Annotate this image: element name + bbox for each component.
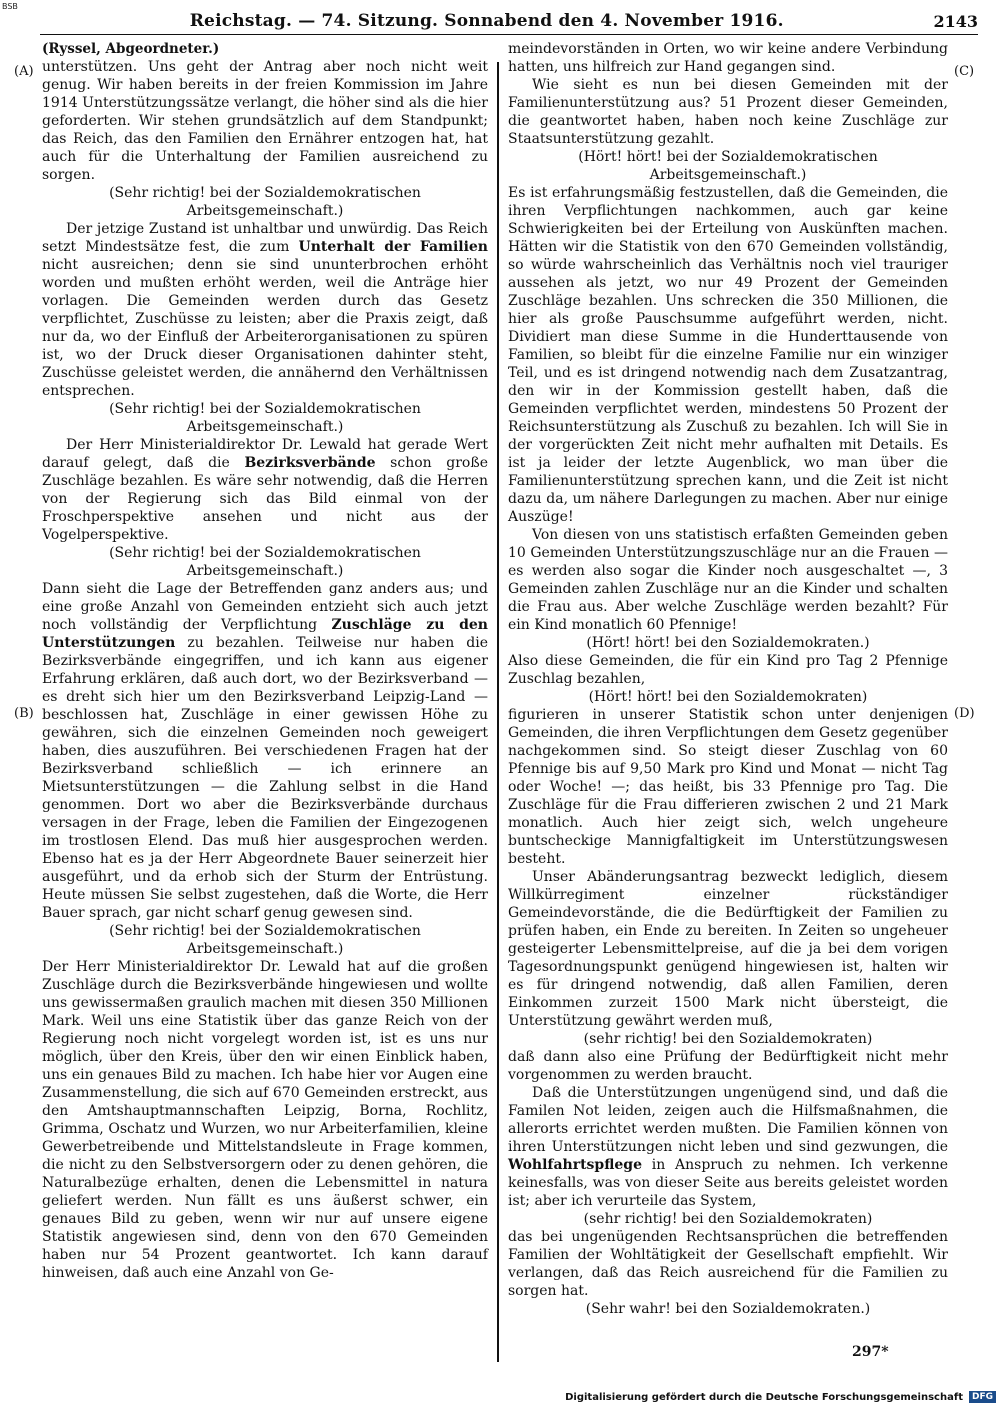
paragraph: daß dann also eine Prüfung der Bedürftigkeit nicht mehr vorgenommen zu werden braucht. [508, 1049, 948, 1083]
emphasis: Bezirksverbände [244, 455, 376, 471]
footer [565, 1391, 996, 1403]
paragraph: das bei ungenügenden Rechtsansprüchen die betreffenden Familien der Wohltätigkeit der Gesellschaft empfiehlt. Wir verlangen, daß das Reich ausreichend für die Familien zu sorgen hat. [508, 1229, 948, 1299]
page-number: 2143 [933, 11, 978, 31]
margin-mark-b: (B) [14, 706, 34, 721]
funding-note: Digitalisierung gefördert durch die Deutsche Forschungsgemeinschaft [565, 1391, 963, 1403]
right-column [508, 40, 948, 1318]
interjection: (Sehr richtig! bei der Sozialdemokratischen Arbeitsgemeinschaft.) [109, 545, 421, 579]
interjection: (Hört! hört! bei den Sozialdemokraten) [588, 689, 868, 705]
paragraph: Unser Abänderungsantrag bezweckt lediglich, diesem Willkürregiment einzelner rückständiger Gemeindevorstände, die die Bedürftigkeit der Familien zu prüfen haben, ein Ende zu bereiten. In Zeiten so ungeheuer gesteigerter Lebensmittelpreise, auf die ja bei dem vorigen Tagesordnungspunkt genügend hingewiesen ist, halten wir es für dringend notwendig, daß allen Familien, deren Einkommen zurzeit 1500 Mark nicht übersteigt, die Unterstützung gewährt werden muß, [508, 869, 948, 1029]
paragraph: Von diesen von uns statistisch erfaßten Gemeinden geben 10 Gemeinden Unterstützungszuschläge nur an die Frauen — es werden also sogar die Kinder noch ausgeschaltet —, 3 Gemeinden zahlen Zuschläge nur an die Kinder und schalten die Frau aus. Aber welche Zuschläge werden bezahlt? Für ein Kind monatlich 60 Pfennige! [508, 527, 948, 633]
paragraph: Also diese Gemeinden, die für ein Kind pro Tag 2 Pfennige Zuschlag bezahlen, [508, 653, 948, 687]
interjection: (sehr richtig! bei den Sozialdemokraten) [583, 1031, 873, 1047]
interjection: (sehr richtig! bei den Sozialdemokraten) [583, 1211, 873, 1227]
page-header [40, 8, 978, 35]
emphasis: Unterhalt der Familien [298, 239, 488, 255]
paragraph: Es ist erfahrungsmäßig festzustellen, daß die Gemeinden, die ihren Verpflichtungen nachkommen, auch gar keine Schwierigkeiten bei der Erteilung von Auskünften machen. Hätten wir die Statistik von den 670 Gemeinden vollständig, so würde wahrscheinlich das Verhältnis noch viel trauriger aussehen als jetzt, wo nur 49 Prozent der Gemeinden Zuschläge bezahlen. Uns schrecken die 350 Millionen, die hier als große Pauschsumme aufgeführt werden, nicht. Dividiert man diese Summe in die Hunderttausende von Familien, so bleibt für die einzelne Familie nur ein winziger Teil, und es ist dringend notwendig nach dem Zusatzantrag, den wir in der Kommission gestellt haben, daß die Gemeinden verpflichtet werden, mindestens 50 Prozent der Reichsunterstützung als Zuschuß zu bezahlen. Ich will Sie in der vorgerückten Zeit nicht mehr aufhalten mit Details. Es ist ja leider der letzte Augenblick, wo man über die Familienunterstützung sprechen kann, und die Zeit ist nicht dazu da, um nähere Darlegungen zu machen. Aber nur einige Auszüge! [508, 185, 948, 525]
paragraph: Daß die Unterstützungen ungenügend sind, und daß die Familen Not leiden, zeigen auch die Hilfsmaßnahmen, die allerorts errichtet werden mußten. Die Familien können von ihren Unterstützungen nicht leben und sind gezwungen, die Wohlfahrtspflege in Anspruch zu nehmen. Ich verkenne keinesfalls, was von dieser Seite aus bereits geleistet worden ist; aber ich verurteile das System, [508, 1085, 948, 1209]
paragraph: meindevorständen in Orten, wo wir keine andere Verbindung hatten, uns hilfreich zur Hand gegangen sind. [508, 41, 948, 75]
margin-mark-c: (C) [954, 64, 975, 79]
paragraph: Wie sieht es nun bei diesen Gemeinden mit der Familienunterstützung aus? 51 Prozent dieser Gemeinden, die geantwortet haben, haben noch keine Zuschläge zur Staatsunterstützung gezahlt. [508, 77, 948, 147]
paragraph: figurieren in unserer Statistik schon unter denjenigen Gemeinden, die ihren Verpflichtungen dem Gesetz gegenüber nachgekommen sind. So steigt dieser Zuschlag von 60 Pfennige bis auf 9,50 Mark pro Kind und Monat — nicht Tag oder Woche! —; das heißt, bis 33 Pfennige pro Tag. Die Zuschläge für die Frau differieren zwischen 2 und 21 Mark monatlich. Auch hier zeigt sich, welch ungeheure buntscheckige Mannigfaltigkeit im Unterstützungswesen besteht. [508, 707, 948, 867]
sheet-number: 297* [852, 1344, 889, 1360]
paragraph: unterstützen. Uns geht der Antrag aber noch nicht weit genug. Wir haben bereits in der freien Kommission im Jahre 1914 Unterstützungssätze verlangt, die höher sind als die hier geforderten. Wir stehen grundsätzlich auf dem Standpunkt; das Reich, das den Familien den Ernährer entzogen hat, hat auch für die Unterhaltung der Familien ausreichend zu sorgen. [42, 59, 488, 183]
paragraph: Dann sieht die Lage der Betreffenden ganz anders aus; und eine große Anzahl von Gemeinden entzieht sich auch jetzt noch vollständig der Verpflichtung Zuschläge zu den Unterstützungen zu bezahlen. Teilweise nur haben die Bezirksverbände eingegriffen, und ich kann aus eigener Erfahrung erklären, daß auch dort, wo der Bezirksverband — es dreht sich hier um den Bezirksverband Leipzig-Land — beschlossen hat, Zuschläge in einer gewissen Höhe zu gewähren, sich die einzelnen Gemeinden noch geweigert haben, dies auszuführen. Bei verschiedenen Fragen hat der Bezirksverband schließlich — ich erinnere an Mietsunterstützungen — die Zahlung selbst in die Hand genommen. Dort wo aber die Bezirksverbände durchaus versagen in der Frage, leben die Familien der Eingezogenen im trostlosen Elend. Das muß hier ausgesprochen werden. Ebenso hat es ja der Herr Abgeordnete Bauer seinerzeit hier ausgeführt, und da erhob sich der Sturm der Entrüstung. Heute müssen Sie selbst zugestehen, daß die Worte, die Herr Bauer sprach, gar nicht scharf genug gewesen sind. [42, 581, 488, 921]
margin-mark-a: (A) [14, 64, 34, 79]
emphasis: Wohlfahrtspflege [508, 1157, 642, 1173]
header-title: Reichstag. — 74. Sitzung. Sonnabend den 4. November 1916. [189, 11, 784, 31]
margin-mark-d: (D) [954, 706, 975, 721]
interjection: (Sehr richtig! bei der Sozialdemokratischen Arbeitsgemeinschaft.) [109, 401, 421, 435]
dfg-logo: DFG [969, 1391, 996, 1403]
paragraph: Der jetzige Zustand ist unhaltbar und unwürdig. Das Reich setzt Mindestsätze fest, die zum Unterhalt der Familien nicht ausreichen; denn sie sind ununterbrochen erhöht worden und mußten erhöht werden, weil die Anträge hier vorlagen. Die Gemeinden werden durch das Gesetz verpflichtet, Zuschüsse zu leisten; aber die Praxis zeigt, daß nur da, wo der Einfluß der Arbeiterorganisationen zu spüren ist, wo der Druck dieser Organisationen dahinter steht, Zuschüsse geleistet werden, die annähernd den Verhältnissen entsprechen. [42, 221, 488, 399]
interjection: (Hört! hört! bei der Sozialdemokratischen Arbeitsgemeinschaft.) [578, 149, 878, 183]
column-divider [497, 62, 499, 1362]
emphasis: Zuschläge zu den Unterstützungen [42, 617, 488, 651]
speaker-label: (Ryssel, Abgeordneter.) [42, 41, 220, 57]
paragraph: Der Herr Ministerialdirektor Dr. Lewald hat auf die großen Zuschläge durch die Bezirksverbände hingewiesen und wollte uns gewissermaßen graulich machen mit diesen 350 Millionen Mark. Weil uns eine Statistik über das ganze Reich von der Regierung noch nicht vorgelegt worden ist, ist es uns nur möglich, über den Kreis, über den wir einen Einblick haben, uns ein genaues Bild zu machen. Ich habe hier vor Augen eine Zusammenstellung, die sich auf 670 Gemeinden erstreckt, aus den Amtshauptmannschaften Leipzig, Borna, Rochlitz, Grimma, Oschatz und Wurzen, wo nur Arbeiterfamilien, kleine Gewerbetreibende und Mittelstandsleute in Frage kommen, die nicht zu den Selbstversorgern oder zu denen gehören, die Naturalbezüge erhalten, denen die Lebensmittel in natura geliefert werden. Nun fällt es uns äußerst schwer, ein genaues Bild zu geben, wenn wir nur auf unsere eigene Statistik angewiesen sind, denn von den 670 Gemeinden haben nur 54 Prozent geantwortet. Ich kann darauf hinweisen, daß auch eine Anzahl von Ge- [42, 959, 488, 1281]
paragraph: Der Herr Ministerialdirektor Dr. Lewald hat gerade Wert darauf gelegt, daß die Bezirksverbände schon große Zuschläge bezahlen. Es wäre sehr notwendig, daß die Herren von der Regierung sich das Bild einmal von der Froschperspektive ansehen und nicht aus der Vogelperspektive. [42, 437, 488, 543]
library-stamp: BSB [2, 2, 18, 11]
left-column [42, 40, 488, 1282]
interjection: (Sehr wahr! bei den Sozialdemokraten.) [585, 1301, 871, 1317]
interjection: (Sehr richtig! bei der Sozialdemokratischen Arbeitsgemeinschaft.) [109, 923, 421, 957]
interjection: (Sehr richtig! bei der Sozialdemokratischen Arbeitsgemeinschaft.) [109, 185, 421, 219]
interjection: (Hört! hört! bei den Sozialdemokraten.) [586, 635, 870, 651]
